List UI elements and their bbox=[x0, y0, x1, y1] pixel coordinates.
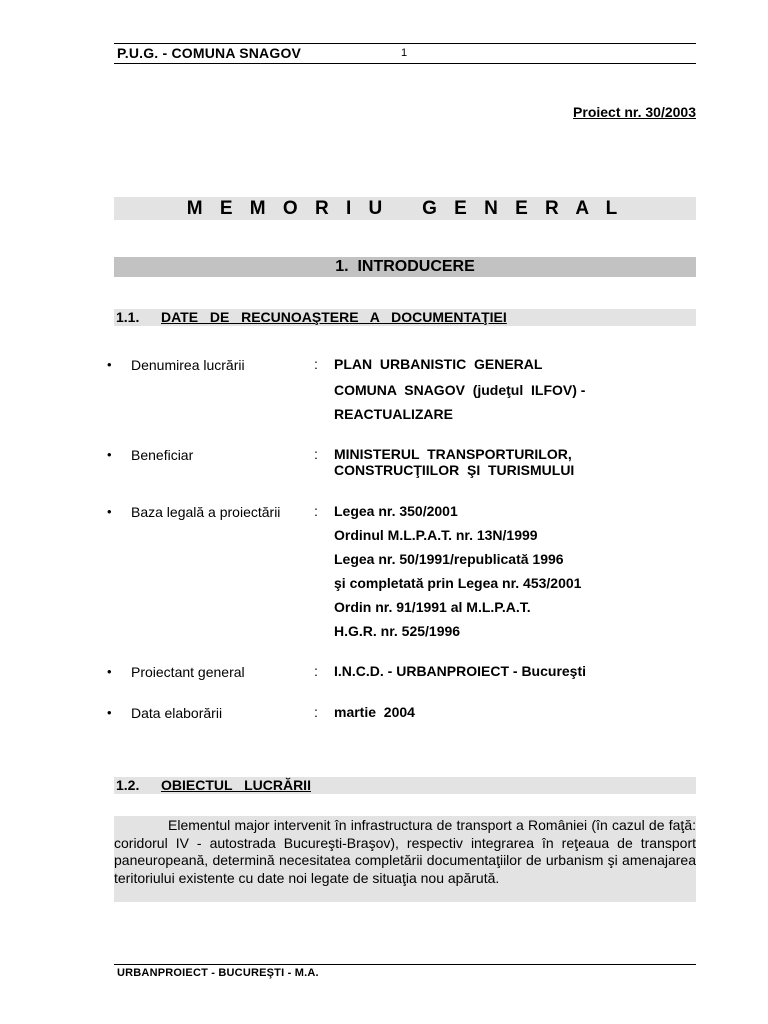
item-colon: : bbox=[314, 704, 318, 720]
item-value: Ordin nr. 91/1991 al M.L.P.A.T. bbox=[334, 599, 531, 615]
main-title-text: M E M O R I U G E N E R A L bbox=[186, 198, 624, 219]
section-heading-1-1 bbox=[114, 309, 696, 326]
item-value: martie 2004 bbox=[334, 704, 415, 720]
section-title: OBIECTUL LUCRĂRII bbox=[161, 777, 311, 793]
project-number: Proiect nr. 30/2003 bbox=[573, 104, 696, 120]
footer-rule bbox=[114, 964, 696, 965]
item-colon: : bbox=[314, 446, 318, 462]
item-value: Legea nr. 50/1991/republicată 1996 bbox=[334, 551, 564, 567]
item-label: Beneficiar bbox=[131, 447, 194, 463]
header-top-rule bbox=[114, 43, 696, 44]
item-colon: : bbox=[314, 356, 318, 372]
item-value: MINISTERUL TRANSPORTURILOR, bbox=[334, 446, 572, 462]
section-number: 1.2. bbox=[116, 777, 140, 793]
item-label: Proiectant general bbox=[131, 664, 245, 680]
item-label: Denumirea lucrării bbox=[131, 357, 245, 373]
chapter-heading bbox=[114, 257, 696, 277]
item-value: PLAN URBANISTIC GENERAL bbox=[334, 356, 543, 372]
header-bottom-rule bbox=[114, 63, 696, 64]
chapter-heading-text: 1. INTRODUCERE bbox=[335, 258, 475, 275]
item-value: Ordinul M.L.P.A.T. nr. 13N/1999 bbox=[334, 527, 538, 543]
bullet-icon: • bbox=[107, 664, 112, 679]
item-value: Legea nr. 350/2001 bbox=[334, 503, 458, 519]
footer-text: URBANPROIECT - BUCUREŞTI - M.A. bbox=[117, 967, 319, 979]
item-colon: : bbox=[314, 663, 318, 679]
item-label: Data elaborării bbox=[131, 705, 223, 721]
item-label: Baza legală a proiectării bbox=[131, 504, 281, 520]
page-number: 1 bbox=[401, 47, 408, 59]
objective-paragraph bbox=[114, 816, 696, 902]
item-value: I.N.C.D. - URBANPROIECT - Bucureşti bbox=[334, 663, 587, 679]
item-value: şi completată prin Legea nr. 453/2001 bbox=[334, 575, 582, 591]
bullet-icon: • bbox=[107, 504, 112, 519]
bullet-icon: • bbox=[107, 357, 112, 372]
main-title bbox=[114, 197, 696, 220]
item-value: H.G.R. nr. 525/1996 bbox=[334, 623, 461, 639]
bullet-icon: • bbox=[107, 447, 112, 462]
section-title: DATE DE RECUNOAŞTERE A DOCUMENTAŢIEI bbox=[161, 309, 507, 325]
section-heading-1-2 bbox=[114, 777, 696, 794]
item-value: COMUNA SNAGOV (judeţul ILFOV) - bbox=[334, 382, 586, 398]
item-value: REACTUALIZARE bbox=[334, 406, 453, 422]
section-number: 1.1. bbox=[116, 309, 140, 325]
item-colon: : bbox=[314, 503, 318, 519]
bullet-icon: • bbox=[107, 705, 112, 720]
item-value: CONSTRUCŢIILOR ŞI TURISMULUI bbox=[334, 462, 575, 478]
paragraph-text: Elementul major intervenit în infrastructura de transport a României (în cazul de faţă: coridorul IV - autostrada Bucureşti-Braşov), respectiv integrarea în reţeaua de transport paneuropeană, determină necesitatea completării documentaţiilor de urbanism şi amenajarea teritoriului existente cu date noi legate de situaţia nou apărută. bbox=[114, 817, 696, 886]
header-title: P.U.G. - COMUNA SNAGOV bbox=[117, 45, 302, 61]
